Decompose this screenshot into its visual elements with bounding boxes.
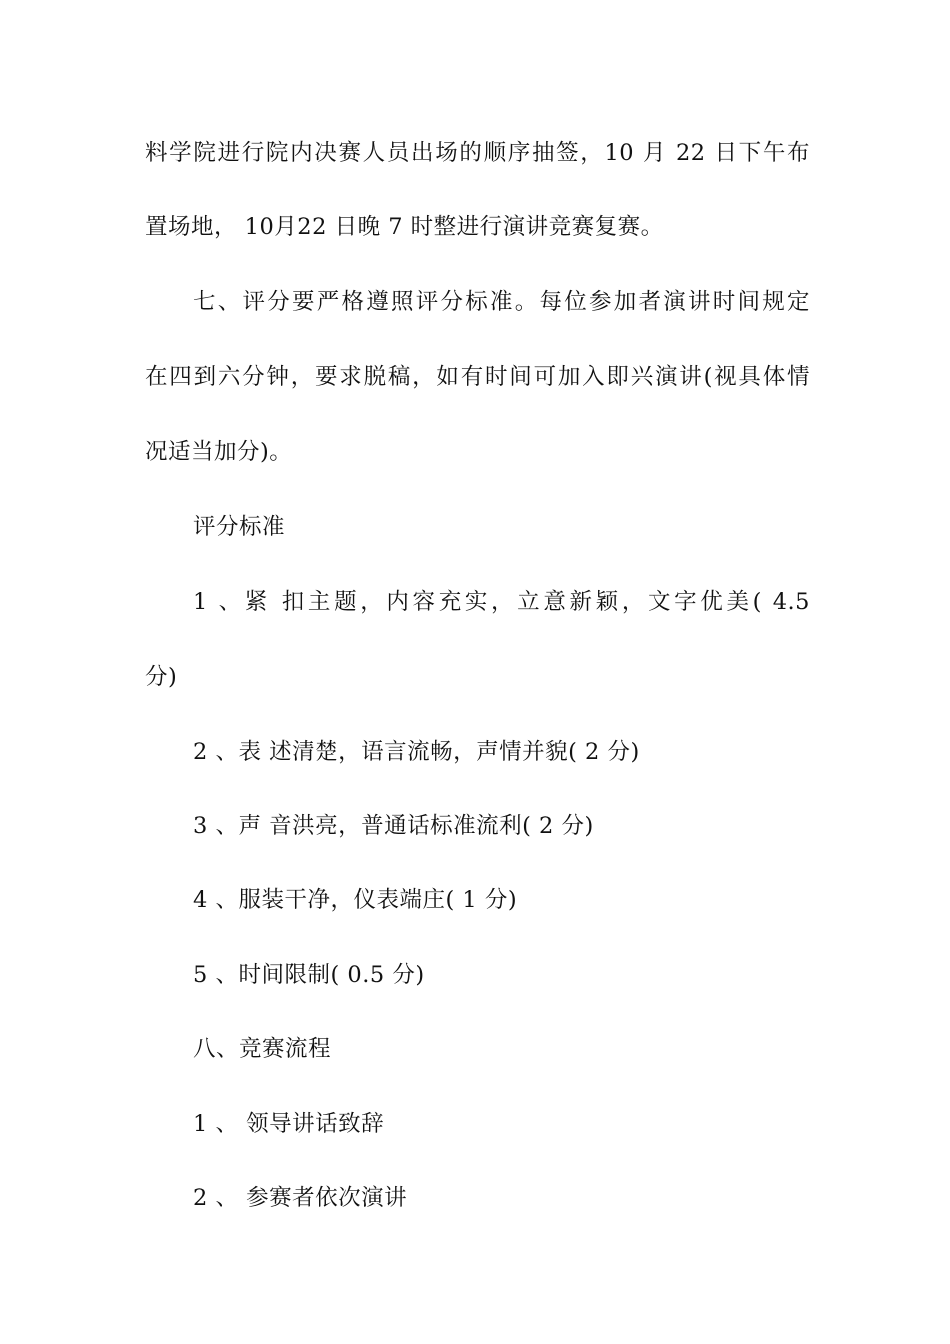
paragraph-line: 置场地， 10月22 日晚 7 时整进行演讲竞赛复赛。 — [145, 214, 664, 240]
scoring-item-1-continued: 分) — [145, 664, 178, 690]
section-heading-eight: 八、竞赛流程 — [193, 1036, 332, 1062]
process-item-1: 1 、 领导讲话致辞 — [193, 1111, 385, 1137]
paragraph-line: 在四到六分钟，要求脱稿，如有时间可加入即兴演讲(视具体情 — [145, 364, 810, 390]
scoring-item-3: 3 、声 音洪亮，普通话标准流利( 2 分) — [193, 813, 594, 839]
scoring-item-2: 2 、表 述清楚，语言流畅，声情并貌( 2 分) — [193, 739, 640, 765]
section-heading-seven: 七、评分要严格遵照评分标准。每位参加者演讲时间规定 — [193, 289, 810, 315]
scoring-standard-title: 评分标准 — [193, 514, 286, 540]
scoring-item-4: 4 、服装干净，仪表端庄( 1 分) — [193, 887, 518, 913]
scoring-item-1: 1 、紧 扣主题，内容充实，立意新颖，文字优美( 4.5 — [193, 589, 810, 615]
scoring-item-5: 5 、时间限制( 0.5 分) — [193, 962, 425, 988]
process-item-2: 2 、 参赛者依次演讲 — [193, 1185, 408, 1211]
paragraph-line: 料学院进行院内决赛人员出场的顺序抽签，10 月 22 日下午布 — [145, 140, 810, 166]
paragraph-line: 况适当加分)。 — [145, 439, 293, 465]
